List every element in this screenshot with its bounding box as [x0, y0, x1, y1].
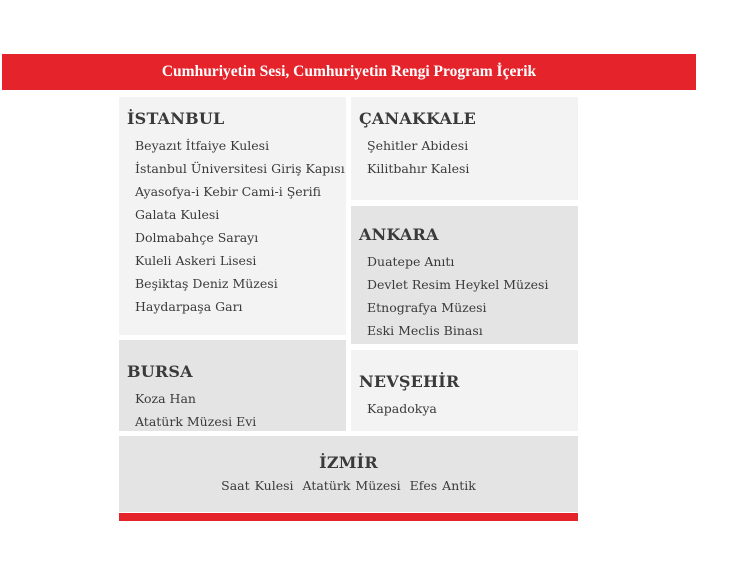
list-item: Şehitler Abidesi: [367, 138, 469, 153]
bursa-list: [127, 387, 346, 433]
list-item: Beyazıt İtfaiye Kulesi: [135, 138, 270, 153]
program-banner-title: Cumhuriyetin Sesi, Cumhuriyetin Rengi Program İçerik: [2, 54, 696, 90]
list-item: Atatürk Müzesi Evi: [135, 414, 257, 429]
list-item: Kuleli Askeri Lisesi: [135, 253, 257, 268]
canakkale-section: [351, 97, 578, 200]
nevsehir-section: [351, 350, 578, 431]
ankara-list: [359, 250, 578, 342]
list-item: Dolmabahçe Sarayı: [135, 230, 259, 245]
list-item: Kapadokya: [367, 401, 437, 416]
izmir-list: [119, 478, 578, 493]
list-item: Haydarpaşa Garı: [135, 299, 243, 314]
bottom-accent-bar: [119, 513, 578, 521]
list-item: Koza Han: [135, 391, 196, 406]
list-item: Kilitbahır Kalesi: [367, 161, 470, 176]
ankara-heading: ANKARA: [359, 225, 439, 244]
nevsehir-heading: NEVŞEHİR: [359, 372, 460, 391]
list-item: Beşiktaş Deniz Müzesi: [135, 276, 278, 291]
list-item: Duatepe Anıtı: [367, 254, 455, 269]
bursa-section: [119, 340, 346, 431]
istanbul-section: [119, 97, 346, 335]
canakkale-list: [359, 134, 578, 180]
ankara-section: [351, 206, 578, 344]
list-item: Etnografya Müzesi: [367, 300, 487, 315]
list-item: Eski Meclis Binası: [367, 323, 483, 338]
list-item: Atatürk Müzesi: [302, 478, 401, 493]
list-item: Saat Kulesi: [221, 478, 294, 493]
istanbul-heading: İSTANBUL: [127, 109, 225, 128]
izmir-section: [119, 436, 578, 512]
izmir-heading: İZMİR: [319, 453, 378, 472]
list-item: Efes Antik: [409, 478, 476, 493]
istanbul-list: [127, 134, 346, 318]
bursa-heading: BURSA: [127, 362, 193, 381]
canakkale-heading: ÇANAKKALE: [359, 109, 477, 128]
list-item: Galata Kulesi: [135, 207, 220, 222]
list-item: Devlet Resim Heykel Müzesi: [367, 277, 549, 292]
list-item: Ayasofya-i Kebir Cami-i Şerifi: [135, 184, 321, 199]
list-item: İstanbul Üniversitesi Giriş Kapısı: [135, 161, 345, 176]
nevsehir-list: [359, 397, 578, 420]
